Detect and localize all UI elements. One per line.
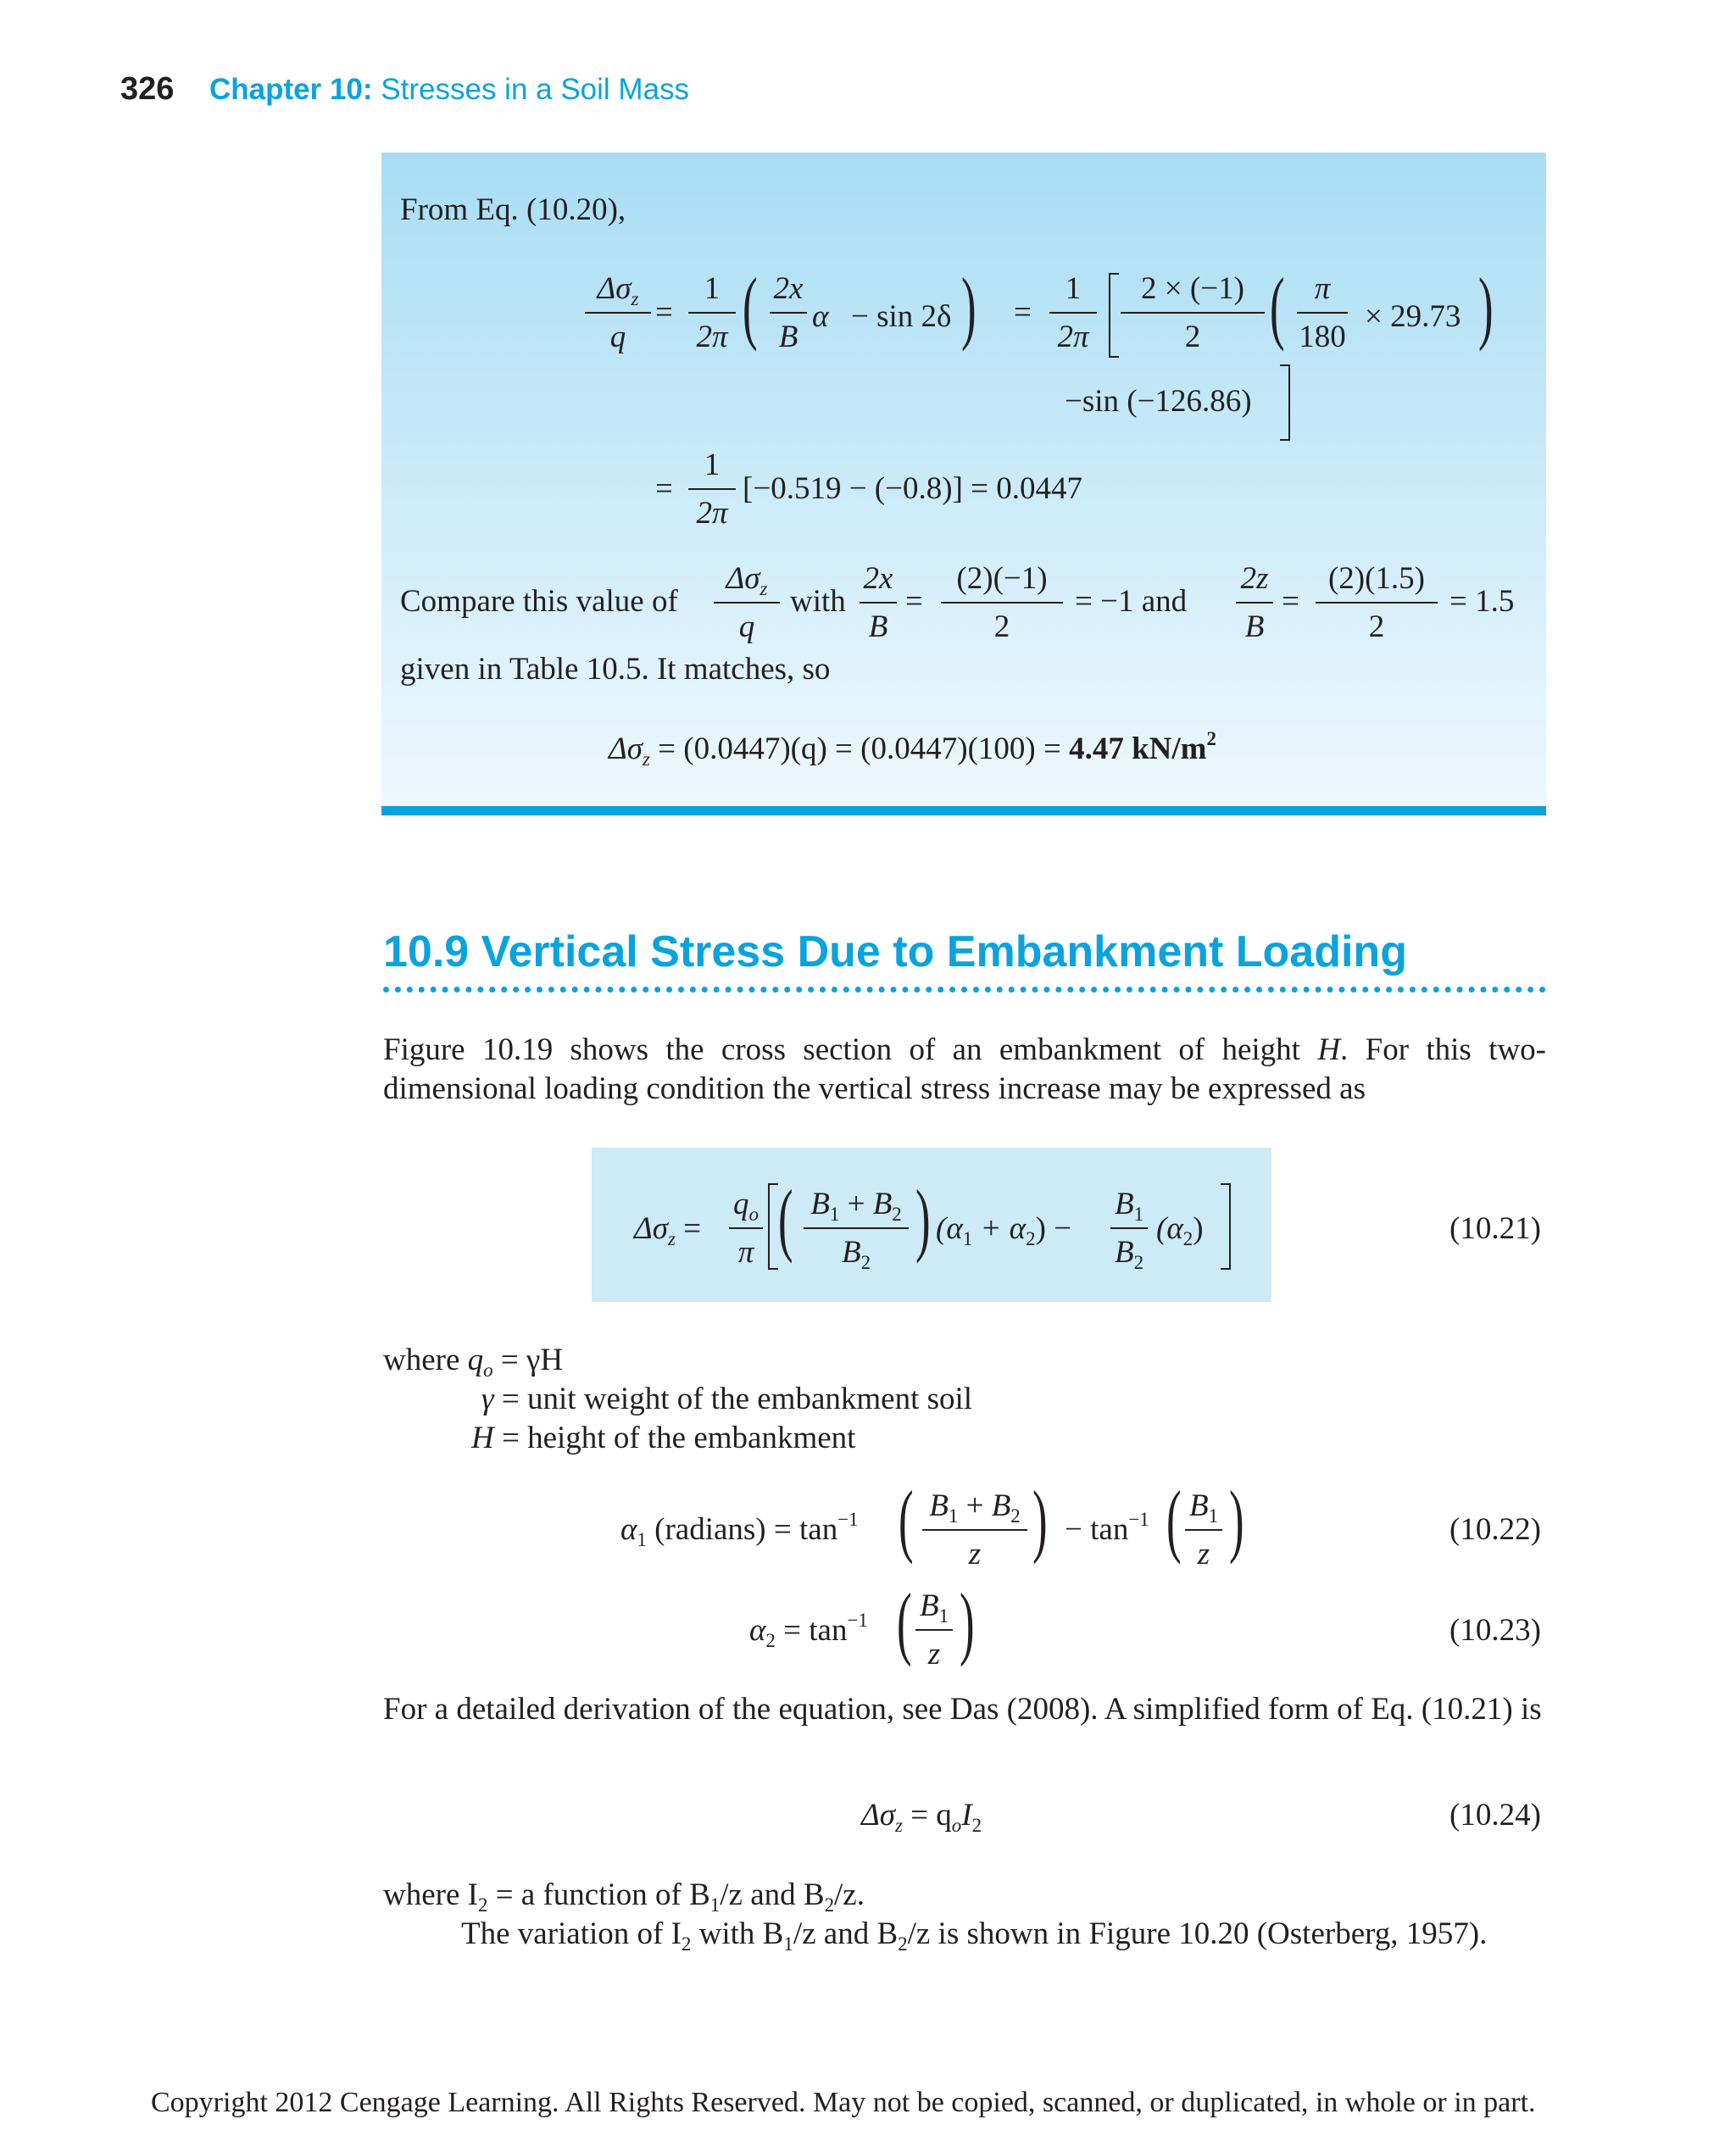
eq1022-lhs: $\alpha_1$ (radians) = $\tan^{-1}$ — [620, 1508, 859, 1551]
equals-sign: = — [655, 295, 673, 330]
page-number: 326 — [120, 71, 175, 107]
chapter-label: Chapter 10: — [209, 73, 373, 106]
with-text: with — [790, 584, 846, 619]
paren-close: ) — [1032, 1474, 1048, 1565]
chapter-heading — [209, 73, 689, 107]
eq1023-lhs: $\alpha_2 = \tan^{-1}$ — [749, 1609, 868, 1652]
fraction-b1-over-z: $B_1$ z — [915, 1590, 953, 1670]
result-value: 4.47 $kN/m^2$ — [1069, 727, 1216, 766]
minus-sin-2delta: − sin 2δ — [851, 299, 952, 334]
paren-open: ( — [899, 1474, 914, 1565]
lhs-fraction: $\Delta\sigma_z$ q — [585, 273, 651, 353]
times-29-73: × 29.73 — [1365, 299, 1461, 334]
equation-line-3: [−0.519 − (−0.8)] = 0.0447 — [743, 471, 1083, 506]
equation-number-10-22: (10.22) — [1449, 1512, 1541, 1547]
lhs-fraction: $\Delta\sigma_z$ q — [714, 563, 780, 642]
fraction-2-neg1-over-2: (2)(−1) 2 — [941, 563, 1063, 642]
equation-number-10-21: (10.21) — [1449, 1211, 1541, 1246]
bracket-close — [1280, 364, 1290, 441]
result-equation: $\Delta\sigma_z = (0.0447)(q) = (0.0447)(100) = 4.47$ $kN/m^2$ — [609, 727, 1216, 770]
paren-close: ) — [1229, 1474, 1244, 1565]
fraction-b1-over-b2: $B_1$ $B_2$ — [1110, 1188, 1148, 1268]
variation-line: The variation of $I_2$ with $B_1/z$ and $B_2/z$ is shown in Figure 10.20 (Osterberg, 1957). — [461, 1916, 1488, 1955]
eq1024: $\Delta\sigma_z = q_oI_2$ — [861, 1798, 982, 1837]
fraction-2-1-5-over-2: (2)(1.5) 2 — [1316, 563, 1438, 642]
neg1-and-text: = −1 and — [1075, 584, 1188, 619]
paragraph-derivation: For a detailed derivation of the equation, see Das (2008). A simplified form of Eq. (10.21) is — [383, 1692, 1542, 1727]
example-box-rule — [381, 806, 1546, 815]
alpha-sum: $(\alpha_1 + \alpha_2)$ − — [936, 1211, 1072, 1250]
paren-open: ( — [1166, 1474, 1182, 1565]
minus-tan: − $\tan^{-1}$ — [1065, 1508, 1149, 1547]
compare-text: Compare this value of — [400, 584, 678, 619]
paren-close: ) — [915, 1173, 931, 1264]
section-divider — [383, 987, 1546, 993]
equals-sign: = — [1282, 584, 1299, 619]
equation-number-10-23: (10.23) — [1449, 1613, 1541, 1648]
alpha-2-term: $(\alpha_2)$ — [1156, 1211, 1204, 1250]
bracket-close — [1221, 1183, 1231, 1270]
paren-close: ) — [960, 1577, 975, 1667]
paren-open: ( — [897, 1577, 912, 1667]
minus-sin-term: −sin (−126.86) — [1065, 384, 1252, 419]
fraction-b1-plus-b2-over-z: $B_1 + B_2$ z — [922, 1490, 1027, 1570]
section-number: 10.9 — [383, 927, 470, 976]
paragraph-intro: Figure 10.19 shows the cross section of an embankment of height H. For this two-dimensional loading condition the vertical stress increase may be expressed as — [383, 1032, 1546, 1106]
fraction-2x-neg1-over-2: 2 × (−1) 2 — [1121, 273, 1265, 353]
paren-close: ) — [1478, 261, 1494, 352]
equation-number-10-24: (10.24) — [1449, 1798, 1541, 1833]
equals-sign: = — [1014, 295, 1032, 330]
fraction-qo-over-pi: $q_o$ π — [729, 1188, 763, 1268]
paren-open: ( — [778, 1173, 793, 1264]
equals-sign: = — [655, 471, 673, 506]
section-heading — [383, 926, 1407, 977]
copyright-notice: Copyright 2012 Cengage Learning. All Rights Reserved. May not be copied, scanned, or duplicated, in whole or in part. — [151, 2087, 1536, 2118]
alpha-symbol: α — [812, 299, 829, 334]
fraction-1-over-2pi: 1 2π — [688, 273, 736, 353]
eq1021-lhs: $\Delta\sigma_z$ = — [634, 1211, 702, 1250]
fraction-b1-over-z: $B_1$ z — [1185, 1490, 1222, 1570]
fraction-1-over-2pi: 1 2π — [1049, 273, 1097, 353]
example-intro: From Eq. (10.20), — [400, 192, 626, 227]
where-I2-line: where $I_2 = a$ function of $B_1/z$ and $B_2/z$. — [383, 1877, 865, 1916]
paren-close: ) — [961, 261, 976, 352]
bracket-open — [1109, 273, 1119, 358]
equals-sign: = — [905, 584, 923, 619]
where-line-qo: where $q_o = \gamma H$ — [383, 1343, 564, 1382]
equals-1-5: = 1.5 — [1449, 584, 1515, 619]
bracket-open — [768, 1183, 778, 1270]
paren-open: ( — [743, 261, 758, 352]
section-title: Vertical Stress Due to Embankment Loading — [481, 927, 1407, 976]
given-text: given in Table 10.5. It matches, so — [400, 652, 831, 687]
fraction-2x-over-B: 2x B — [770, 273, 807, 353]
fraction-2x-over-B: 2x B — [860, 563, 897, 642]
fraction-b1-plus-b2-over-b2: $B_1 + B_2$ $B_2$ — [804, 1188, 909, 1268]
where-line-gamma: γ = unit weight of the embankment soil — [481, 1382, 973, 1416]
fraction-1-over-2pi: 1 2π — [688, 449, 736, 529]
fraction-pi-over-180: π 180 — [1297, 273, 1348, 353]
chapter-title: Stresses in a Soil Mass — [381, 73, 690, 106]
fraction-2z-over-B: 2z B — [1236, 563, 1273, 642]
where-line-H: H = height of the embankment — [471, 1421, 856, 1455]
paren-open: ( — [1270, 261, 1285, 352]
